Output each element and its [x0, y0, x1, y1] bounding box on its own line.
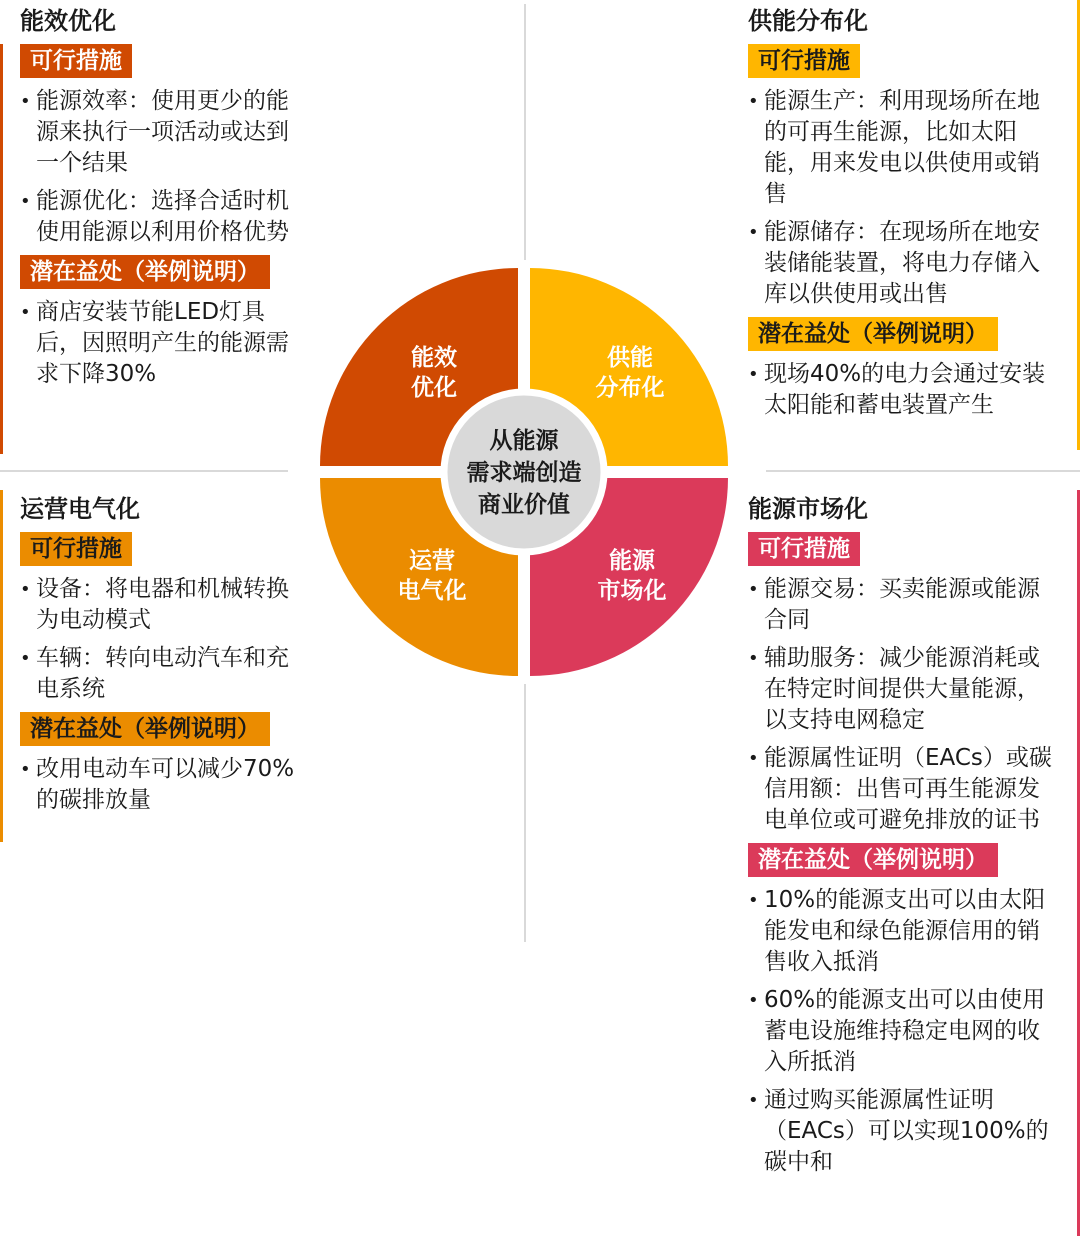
list-item: • 车辆：转向电动汽车和充电系统: [20, 643, 308, 705]
panel-title: 供能分布化: [748, 7, 868, 35]
list-item: • 辅助服务：减少能源消耗或在特定时间提供大量能源，以支持电网稳定: [748, 643, 1062, 736]
horizontal-separator-left: [0, 470, 288, 472]
list-item: • 能源属性证明（EACs）或碳信用额：出售可再生能源发电单位或可避免排放的证书: [748, 743, 1062, 836]
segment-market-label-2: 市场化: [597, 578, 667, 604]
panel-market: [748, 494, 1062, 1185]
list-item: • 通过购买能源属性证明（EACs）可以实现100%的碳中和: [748, 1085, 1062, 1178]
measures-list: [20, 86, 308, 248]
measures-list: [748, 86, 1062, 310]
panel-electrification: [20, 494, 308, 823]
center-label-3: 商业价值: [478, 492, 570, 518]
panel-title: 能源市场化: [748, 495, 868, 523]
measures-list: [748, 574, 1062, 836]
benefits-list: [20, 297, 308, 390]
benefits-tag: 潜在益处（举例说明）: [20, 712, 270, 746]
value-wheel: [314, 262, 734, 682]
electrification-accent-bar: [0, 490, 3, 842]
segment-electrification-label-2: 电气化: [397, 578, 467, 604]
list-item: • 能源优化：选择合适时机使用能源以利用价格优势: [20, 186, 308, 248]
segment-efficiency-label-2: 优化: [411, 375, 457, 401]
panel-title: 运营电气化: [20, 495, 140, 523]
segment-supply-label-1: 供能: [607, 345, 653, 371]
segment-electrification-label-1: 运营: [409, 548, 455, 574]
measures-tag: 可行措施: [20, 44, 132, 78]
efficiency-accent-bar: [0, 44, 3, 454]
benefits-list: [20, 754, 308, 816]
measures-tag: 可行措施: [20, 532, 132, 566]
benefits-tag: 潜在益处（举例说明）: [20, 255, 270, 289]
list-item: • 商店安装节能LED灯具后，因照明产生的能源需求下降30%: [20, 297, 308, 390]
list-item: • 能源效率：使用更少的能源来执行一项活动或达到一个结果: [20, 86, 308, 179]
panel-title: 能效优化: [20, 7, 116, 35]
list-item: • 能源交易：买卖能源或能源合同: [748, 574, 1062, 636]
benefits-tag: 潜在益处（举例说明）: [748, 317, 998, 351]
measures-tag: 可行措施: [748, 532, 860, 566]
list-item: • 60%的能源支出可以由使用蓄电设施维持稳定电网的收入所抵消: [748, 985, 1062, 1078]
list-item: • 改用电动车可以减少70%的碳排放量: [20, 754, 308, 816]
panel-supply: [748, 6, 1062, 428]
benefits-list: [748, 885, 1062, 1178]
list-item: • 能源储存：在现场所在地安装储能装置，将电力存储入库以供使用或出售: [748, 217, 1062, 310]
list-item: • 能源生产：利用现场所在地的可再生能源，比如太阳能，用来发电以供使用或销售: [748, 86, 1062, 210]
benefits-tag: 潜在益处（举例说明）: [748, 843, 998, 877]
segment-supply-label-2: 分布化: [595, 375, 665, 401]
benefits-list: [748, 359, 1062, 421]
segment-market-label-1: 能源: [609, 548, 655, 574]
measures-list: [20, 574, 308, 705]
list-item: • 10%的能源支出可以由太阳能发电和绿色能源信用的销售收入抵消: [748, 885, 1062, 978]
horizontal-separator-right: [766, 470, 1080, 472]
center-label-2: 需求端创造: [466, 460, 582, 486]
vertical-separator-bottom: [524, 684, 526, 942]
list-item: • 现场40%的电力会通过安装太阳能和蓄电装置产生: [748, 359, 1062, 421]
measures-tag: 可行措施: [748, 44, 860, 78]
segment-efficiency-label-1: 能效: [411, 345, 457, 371]
vertical-separator-top: [524, 4, 526, 260]
center-label-1: 从能源: [489, 428, 559, 454]
list-item: • 设备：将电器和机械转换为电动模式: [20, 574, 308, 636]
panel-efficiency: [20, 6, 308, 397]
